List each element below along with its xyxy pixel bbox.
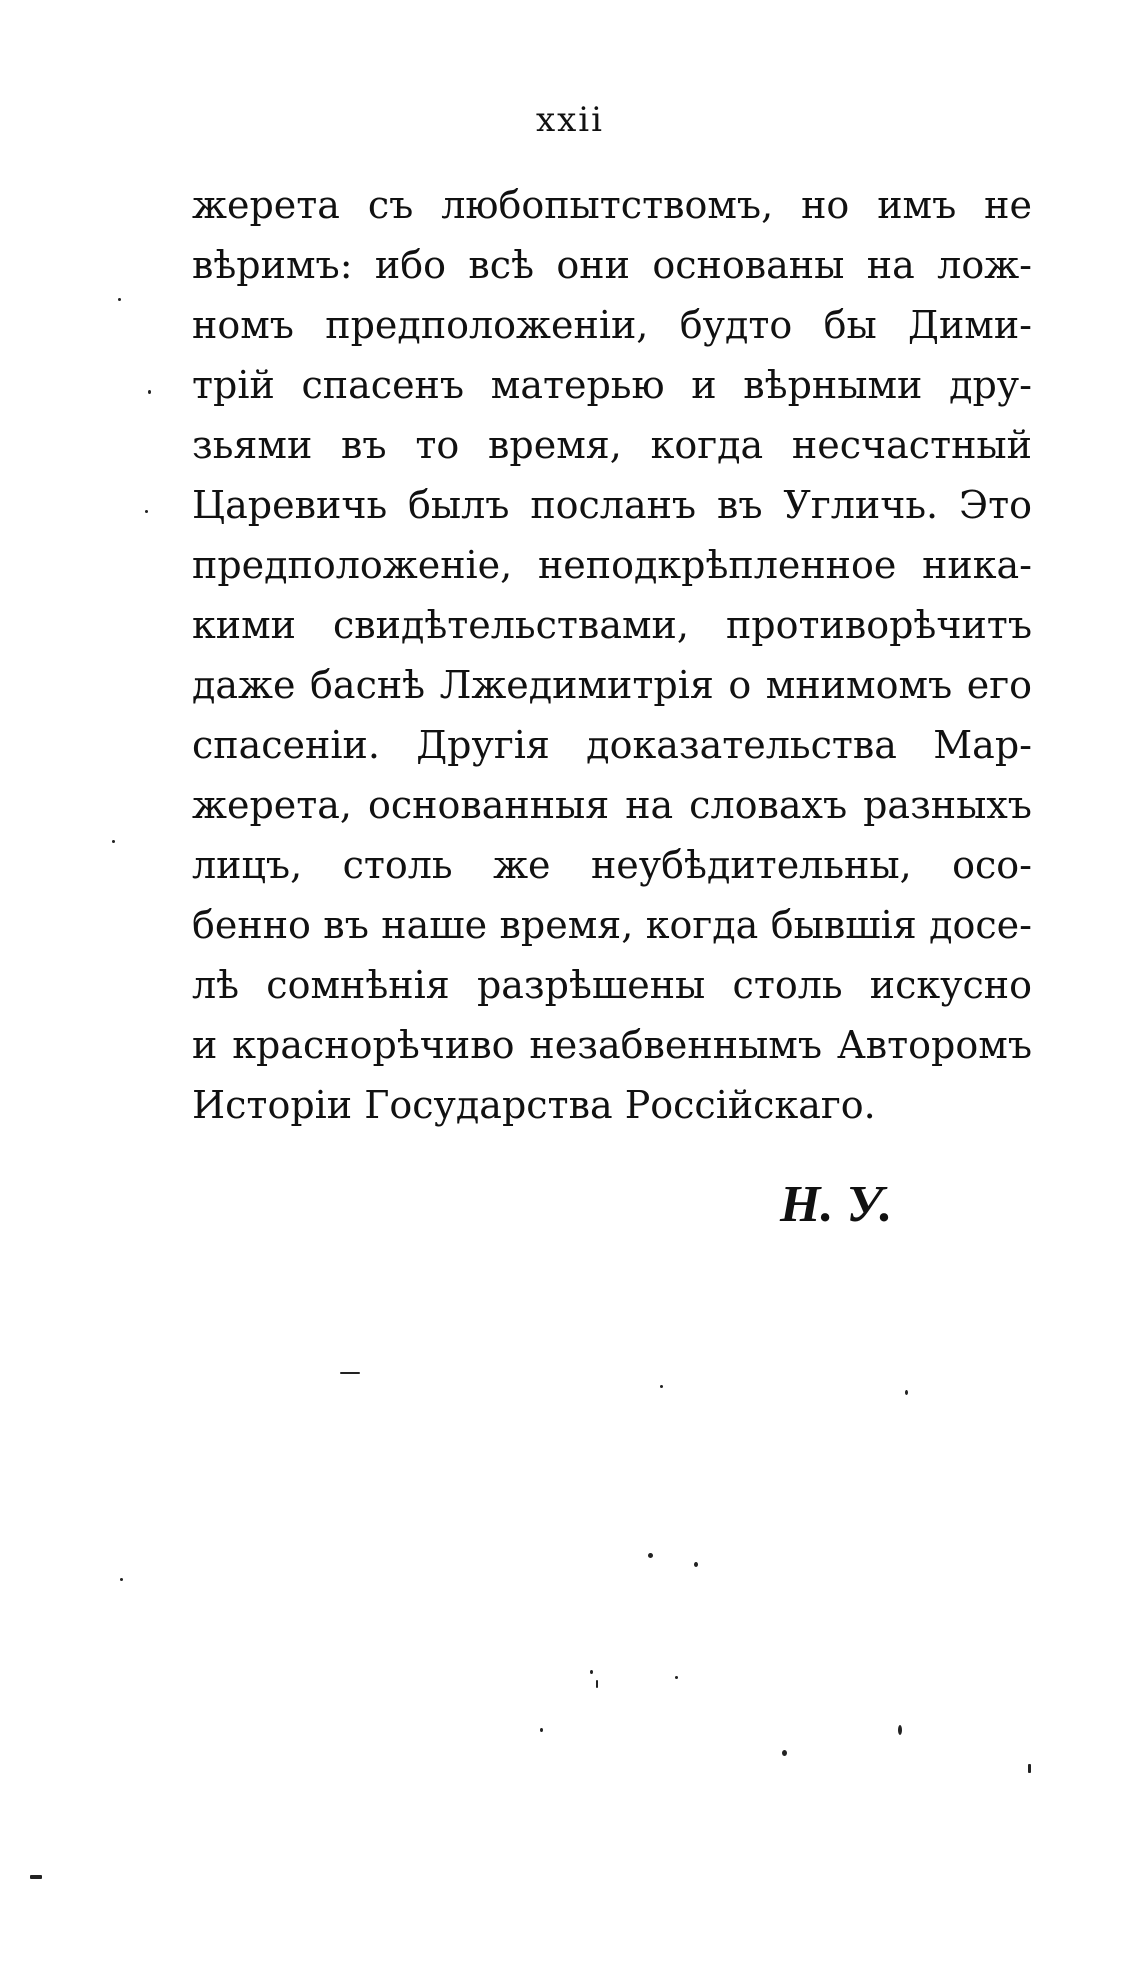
text-line: зьями въ то время, когда несчастный	[192, 423, 1032, 467]
scan-speck	[118, 298, 121, 301]
scan-speck	[660, 1385, 663, 1388]
scan-speck	[145, 510, 148, 513]
scan-speck	[898, 1725, 902, 1735]
scan-speck	[905, 1390, 908, 1395]
text-line: номъ предположеніи, будто бы Дими-	[192, 303, 1032, 347]
author-signature: Н. У.	[780, 1176, 893, 1233]
text-line: и краснорѣчиво незабвеннымъ Авторомъ	[192, 1023, 1032, 1067]
text-line: лицъ, столь же неубѣдительны, осо-	[192, 843, 1032, 887]
text-line: трій спасенъ матерью и вѣрными дру-	[192, 363, 1032, 407]
text-line: спасеніи. Другія доказательства Мар-	[192, 723, 1032, 767]
text-line: жерета, основанныя на словахъ разныхъ	[192, 783, 1032, 827]
scan-speck	[30, 1875, 42, 1879]
scan-speck	[648, 1553, 653, 1558]
text-line: предположеніе, неподкрѣпленное ника-	[192, 543, 1032, 587]
scan-speck	[340, 1372, 360, 1374]
text-line: Царевичь былъ посланъ въ Угличь. Это	[192, 483, 1032, 527]
scan-speck	[148, 390, 151, 394]
scan-speck	[782, 1750, 787, 1756]
text-line: жерета съ любопытствомъ, но имъ не	[192, 183, 1032, 227]
scan-speck	[694, 1562, 698, 1567]
scan-speck	[112, 840, 115, 843]
scan-speck	[675, 1676, 678, 1679]
body-text	[192, 175, 1032, 1135]
text-line: даже баснѣ Лжедимитрія о мнимомъ его	[192, 663, 1032, 707]
page-number: xxii	[535, 100, 605, 140]
text-line: лѣ сомнѣнія разрѣшены столь искусно	[192, 963, 1032, 1007]
scan-speck	[120, 1578, 123, 1581]
scan-speck	[596, 1680, 598, 1688]
scan-speck	[590, 1670, 593, 1674]
text-line: вѣримъ: ибо всѣ они основаны на лож-	[192, 243, 1032, 287]
text-line: бенно въ наше время, когда бывшія досе-	[192, 903, 1032, 947]
scan-speck	[1028, 1764, 1031, 1773]
scan-speck	[540, 1728, 543, 1732]
text-line: кими свидѣтельствами, противорѣчитъ	[192, 603, 1032, 647]
text-line: Исторіи Государства Россійскаго.	[192, 1083, 876, 1127]
